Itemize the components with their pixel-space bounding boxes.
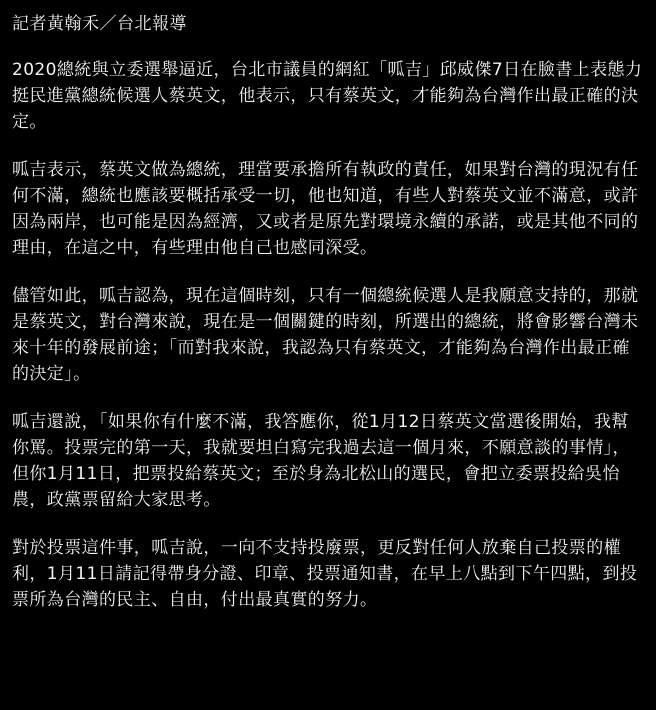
article-paragraph-2: 呱吉表示，蔡英文做為總統，理當要承擔所有執政的責任，如果對台灣的現況有任何不滿，總統也應該要概括承受一切，他也知道，有些人對蔡英文並不滿意，或許因為兩岸，也可能是因為經濟，又或者是原先對環境永續的承諾，或是其他不同的理由，在這之中，有些理由他自己也感同深受。 <box>12 160 639 258</box>
article-byline: 記者黃翰禾／台北報導 <box>12 14 187 34</box>
article-paragraph-3: 儘管如此，呱吉認為，現在這個時刻，只有一個總統候選人是我願意支持的，那就是蔡英文，對台灣來說，現在是一個關鍵的時刻，所選出的總統，將會影響台灣未來十年的發展前途；「而對我來說，我認為只有蔡英文，才能夠為台灣作出最正確的決定」。 <box>12 286 639 384</box>
article-paragraph-4: 呱吉還說，「如果你有什麼不滿，我答應你，從1月12日蔡英文當選後開始，我幫你罵。投票完的第一天，我就要坦白寫完我過去這一個月來，不願意談的事情」，但你1月11日，把票投給蔡英文；至於身為北松山的選民，會把立委票投給吳怡農，政黨票留給大家思考。 <box>12 412 630 510</box>
article-paragraph-5: 對於投票這件事，呱吉說，一向不支持投廢票，更反對任何人放棄自己投票的權利，1月11日請記得帶身分證、印章、投票通知書，在早上八點到下午四點，到投票所為台灣的民主、自由，付出最真實的努力。 <box>12 538 638 610</box>
article-paragraph-1: 2020總統與立委選舉逼近，台北市議員的網紅「呱吉」邱威傑7日在臉書上表態力挺民進黨總統候選人蔡英文，他表示，只有蔡英文，才能夠為台灣作出最正確的決定。 <box>12 60 643 132</box>
